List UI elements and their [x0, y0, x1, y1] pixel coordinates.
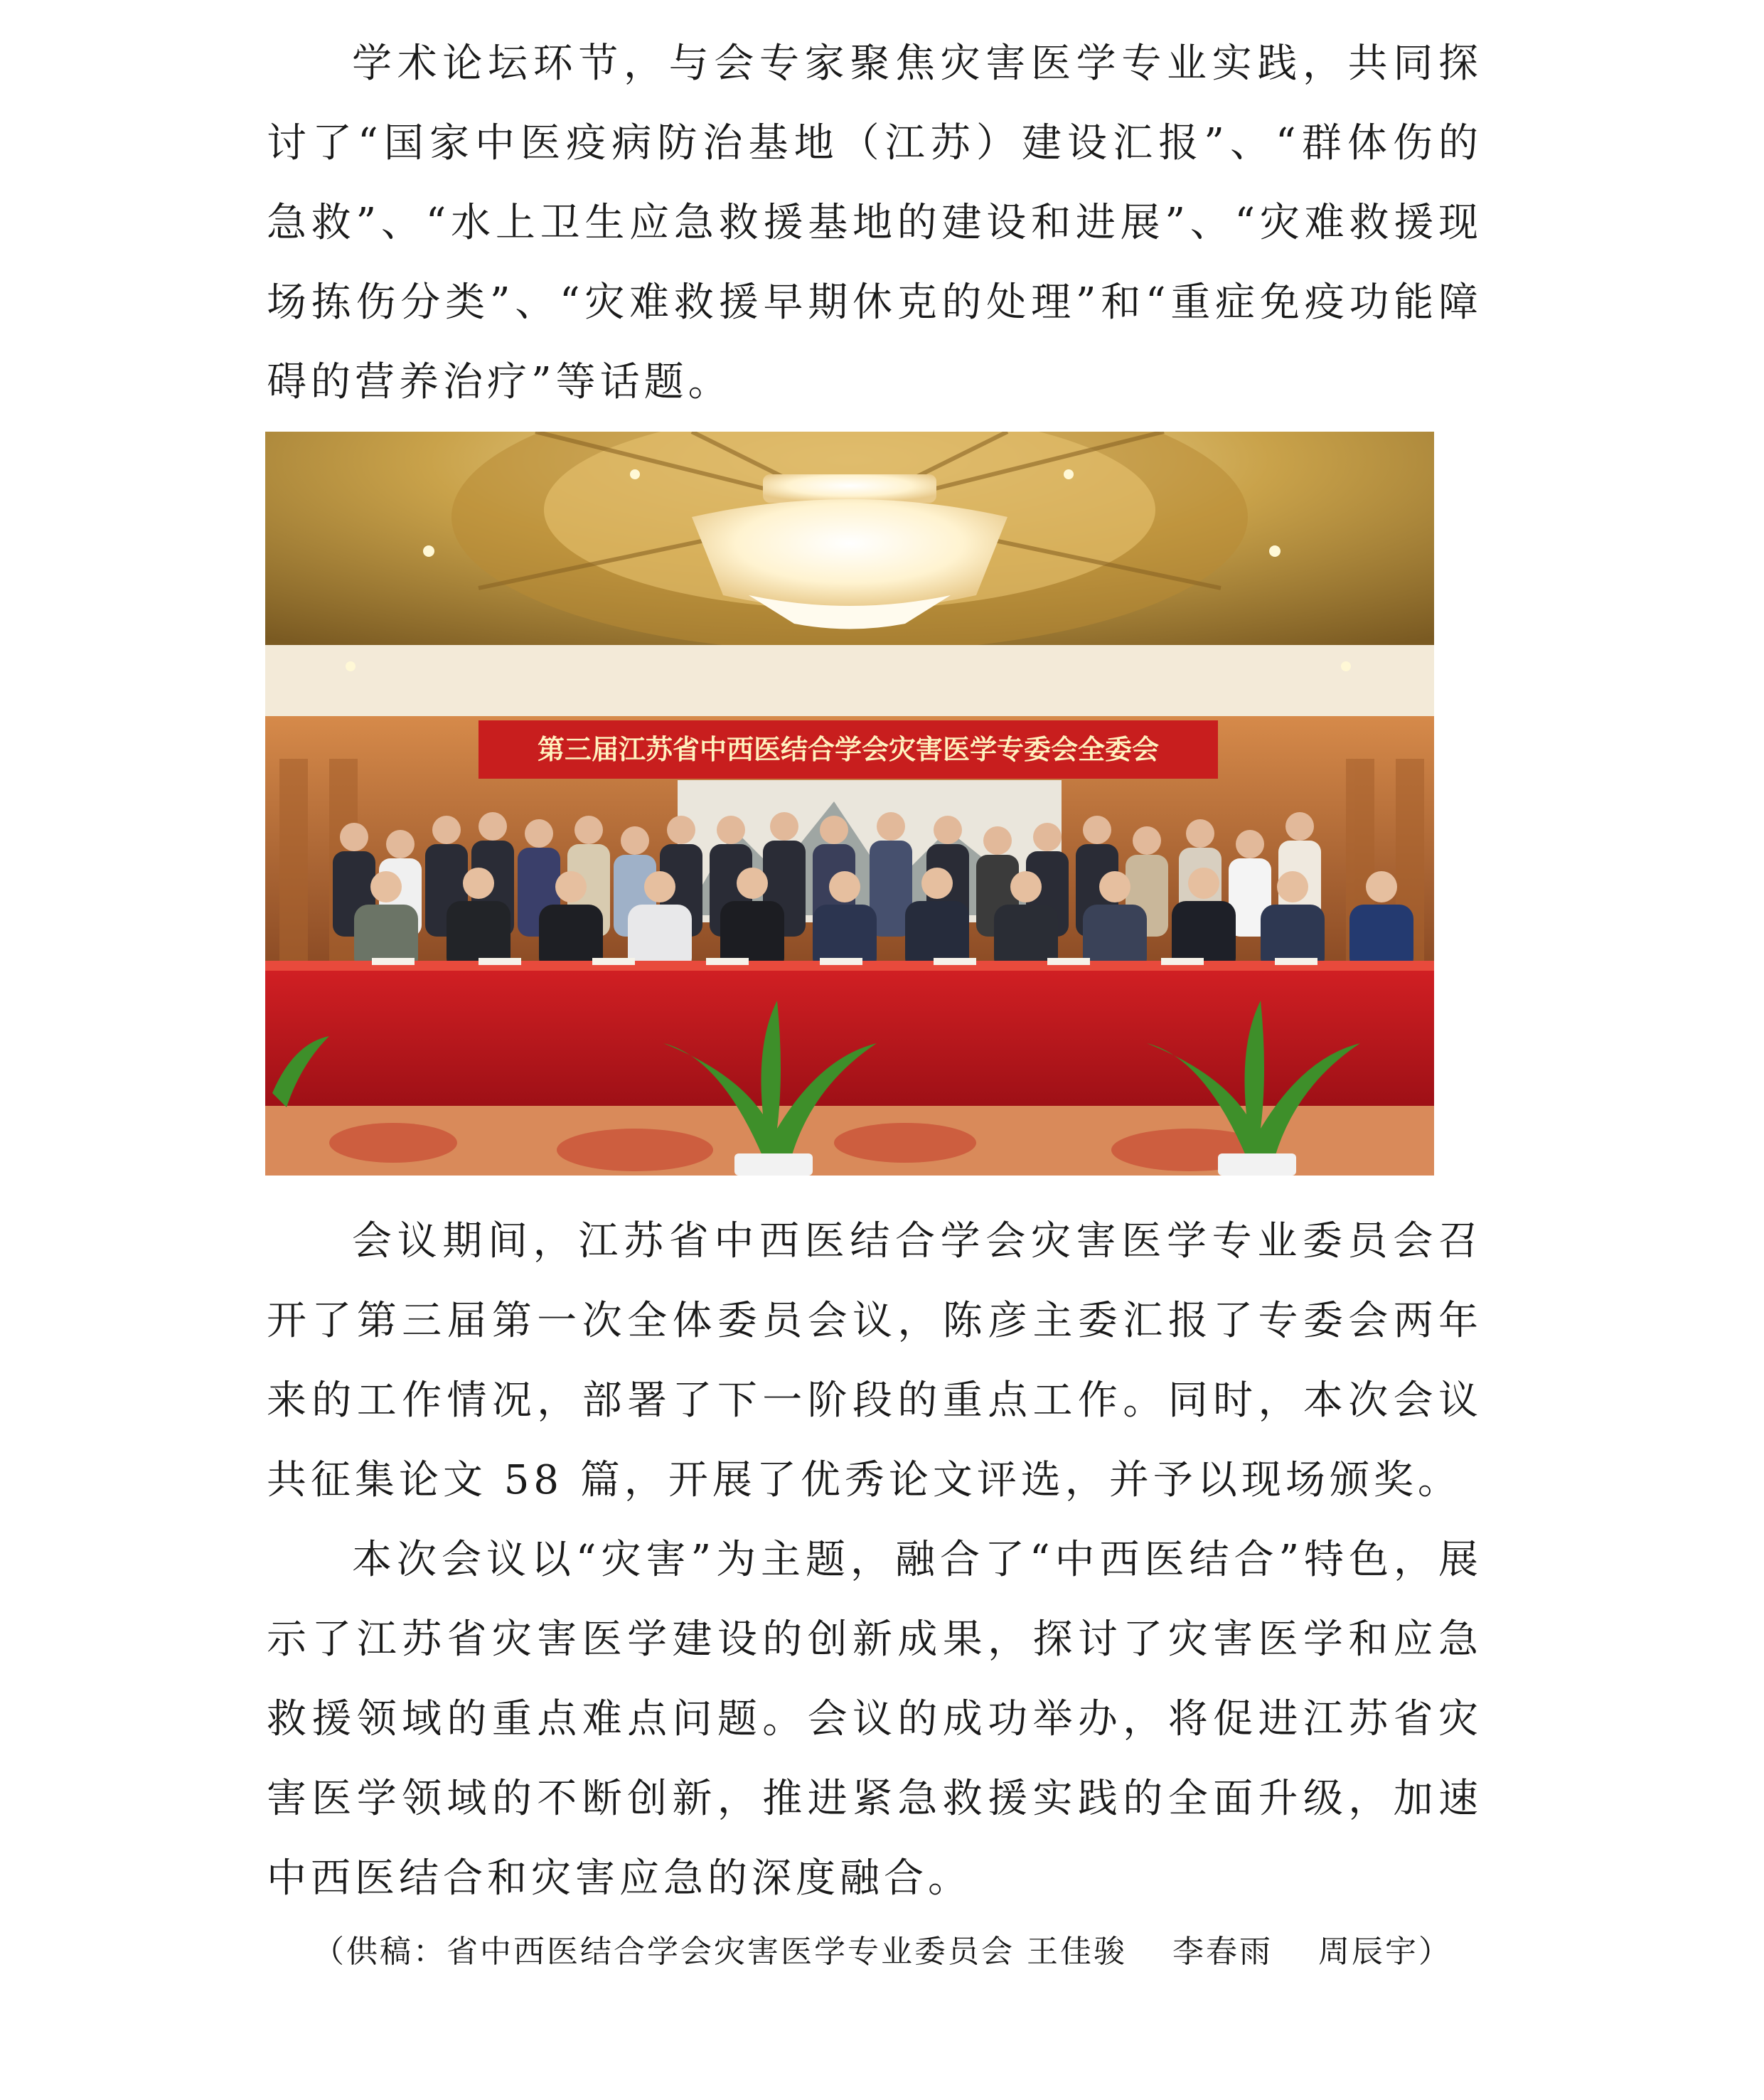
paragraph-conclusion: 本次会议以“灾害”为主题，融合了“中西医结合”特色，展示了江苏省灾害医学建设的创新成果，探讨了灾害医学和应急救援领域的重点难点问题。会议的成功举办，将促进江苏省灾害医学领域的不断创新，推进紧急救援实践的全面升级，加速中西医结合和灾害应急的深度融合。: [267, 1537, 1482, 1902]
paragraph-committee-meeting: 会议期间，江苏省中西医结合学会灾害医学专业委员会召开了第三届第一次全体委员会议，陈彦主委汇报了专委会两年来的工作情况，部署了下一阶段的重点工作。同时，本次会议共征集论文 58 篇，开展了优秀论文评选，并予以现场颁奖。: [267, 1218, 1482, 1503]
contributor-credit: （供稿：省中西医结合学会灾害医学专业委员会 王佳骏 李春雨 周辰宇）: [313, 1934, 1452, 1970]
banner-text: 第三届江苏省中西医结合学会灾害医学专委会全委会: [537, 734, 1160, 765]
group-photo: [265, 432, 1434, 1176]
paragraph-academic-forum: 学术论坛环节，与会专家聚焦灾害医学专业实践，共同探讨了“国家中医疫病防治基地（江苏）建设汇报”、“群体伤的急救”、“水上卫生应急救援基地的建设和进展”、“灾难救援现场拣伤分类”、“灾难救援早期休克的处理”和“重症免疫功能障碍的营养治疗”等话题。: [267, 41, 1482, 405]
